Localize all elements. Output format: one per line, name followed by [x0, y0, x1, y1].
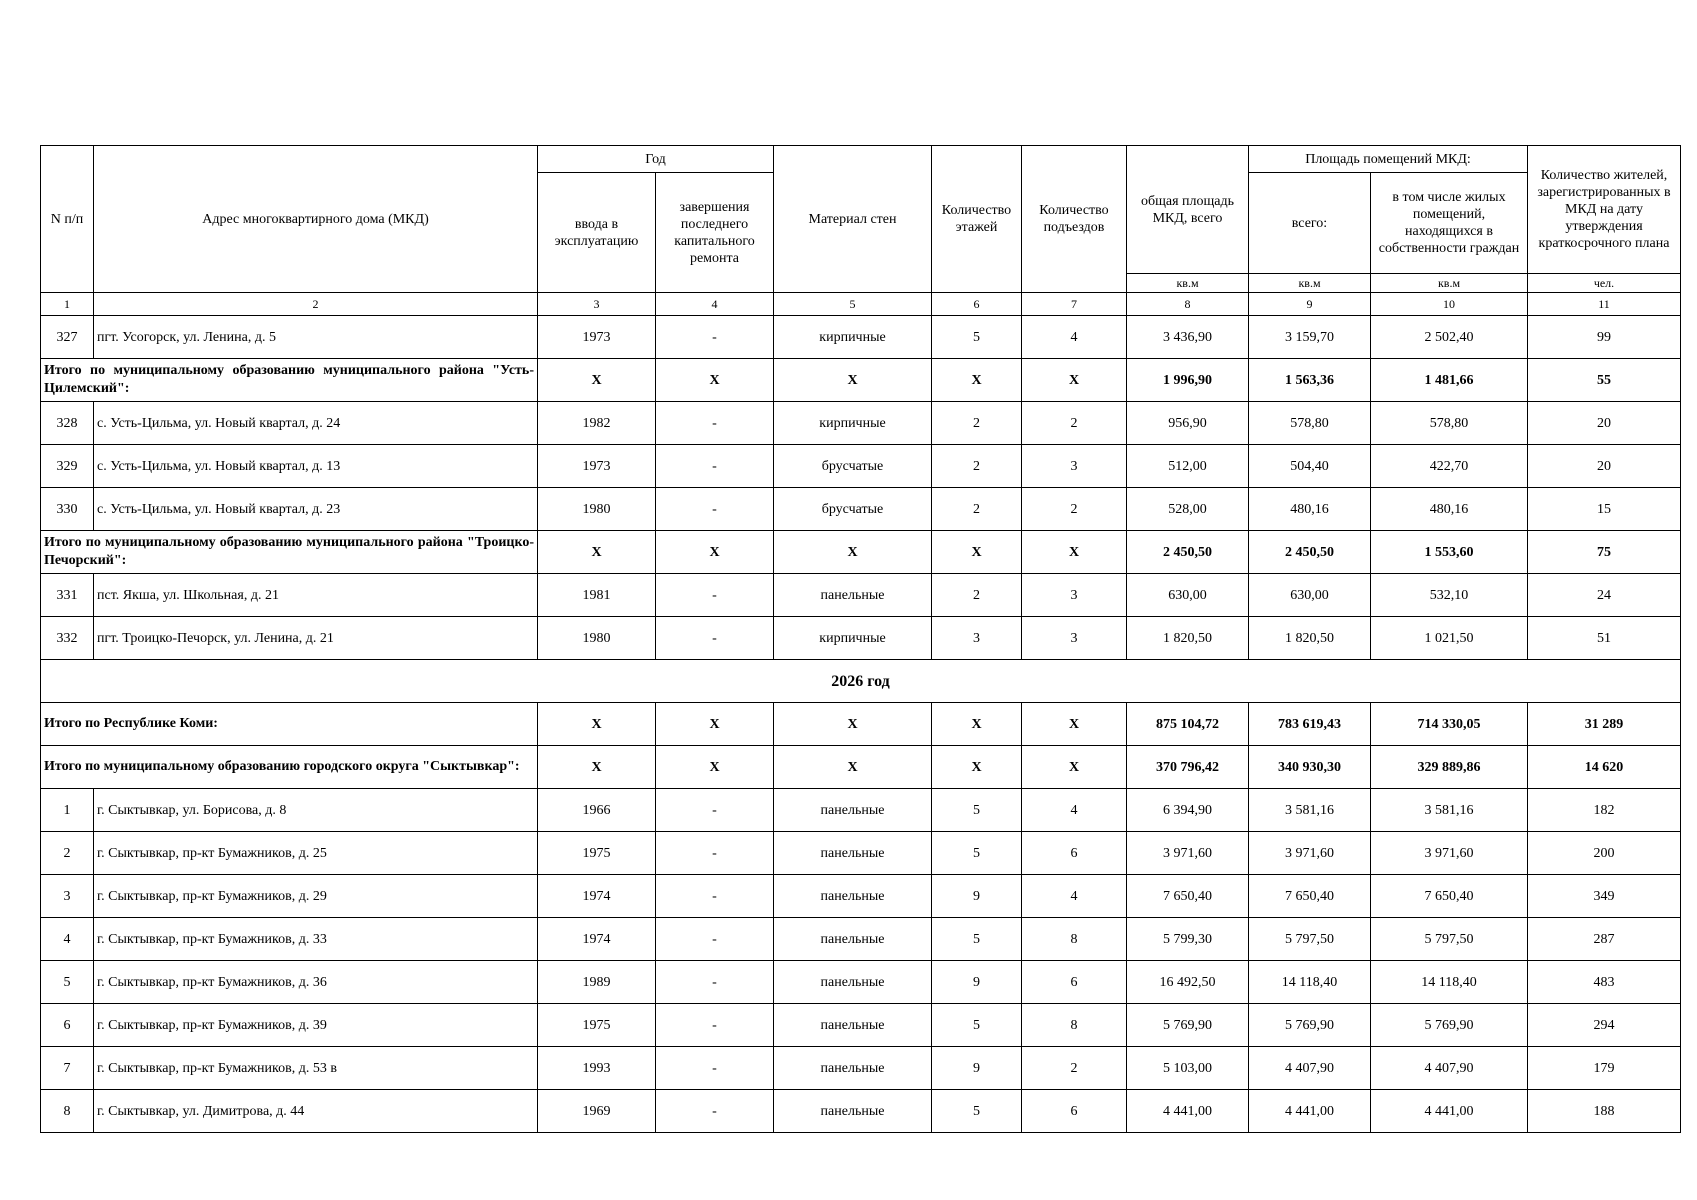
total-cell: X	[656, 531, 774, 574]
table-cell: 956,90	[1127, 402, 1249, 445]
table-cell: 1981	[538, 574, 656, 617]
table-cell: брусчатые	[774, 488, 932, 531]
table-cell: 6	[1022, 832, 1127, 875]
address-cell: с. Усть-Цильма, ул. Новый квартал, д. 23	[94, 488, 538, 531]
column-number: 3	[538, 293, 656, 316]
table-cell: 1 021,50	[1371, 617, 1528, 660]
total-cell: 714 330,05	[1371, 703, 1528, 746]
table-cell: 188	[1528, 1090, 1681, 1133]
total-cell: X	[656, 746, 774, 789]
table-cell: -	[656, 402, 774, 445]
column-number: 5	[774, 293, 932, 316]
table-cell: -	[656, 875, 774, 918]
address-cell: с. Усть-Цильма, ул. Новый квартал, д. 13	[94, 445, 538, 488]
total-cell: X	[538, 746, 656, 789]
column-number: 4	[656, 293, 774, 316]
table-cell: 5 797,50	[1249, 918, 1371, 961]
table-cell: 1974	[538, 918, 656, 961]
table-cell: 8	[1022, 918, 1127, 961]
unit-residents: чел.	[1528, 274, 1681, 293]
table-cell: 5 769,90	[1371, 1004, 1528, 1047]
table-row	[41, 488, 1681, 531]
column-number: 11	[1528, 293, 1681, 316]
table-cell: 2	[932, 574, 1022, 617]
column-number: 9	[1249, 293, 1371, 316]
table-cell: 6	[1022, 961, 1127, 1004]
table-cell: 3	[1022, 617, 1127, 660]
table-cell: 4 407,90	[1249, 1047, 1371, 1090]
column-number: 1	[41, 293, 94, 316]
table-cell: 512,00	[1127, 445, 1249, 488]
table-cell: 24	[1528, 574, 1681, 617]
table-cell: 4 441,00	[1371, 1090, 1528, 1133]
table-cell: 3 159,70	[1249, 316, 1371, 359]
table-body	[41, 316, 1681, 1133]
header-total-area: общая площадь МКД, всего	[1127, 146, 1249, 274]
table-cell: брусчатые	[774, 445, 932, 488]
address-cell: г. Сыктывкар, пр-кт Бумажников, д. 33	[94, 918, 538, 961]
total-cell: 783 619,43	[1249, 703, 1371, 746]
total-cell: X	[932, 359, 1022, 402]
table-cell: 4	[1022, 789, 1127, 832]
address-cell: г. Сыктывкар, ул. Димитрова, д. 44	[94, 1090, 538, 1133]
total-cell: X	[538, 703, 656, 746]
table-cell: 1993	[538, 1047, 656, 1090]
header-residents: Количество жителей, зарегистрированных в МКД на дату утверждения краткосрочного плана	[1528, 146, 1681, 274]
total-cell: X	[932, 703, 1022, 746]
table-row	[41, 617, 1681, 660]
year-section-label: 2026 год	[41, 660, 1681, 703]
address-cell: г. Сыктывкар, пр-кт Бумажников, д. 29	[94, 875, 538, 918]
table-cell: 480,16	[1249, 488, 1371, 531]
table-cell: 5 797,50	[1371, 918, 1528, 961]
table-cell: 3 581,16	[1249, 789, 1371, 832]
table-cell: 6	[1022, 1090, 1127, 1133]
column-number: 6	[932, 293, 1022, 316]
total-cell: 14 620	[1528, 746, 1681, 789]
table-cell: 3	[1022, 574, 1127, 617]
address-cell: г. Сыктывкар, пр-кт Бумажников, д. 39	[94, 1004, 538, 1047]
document-sheet	[40, 145, 1680, 1133]
total-label: Итого по муниципальному образованию муниципального района "Усть-Цилемский":	[41, 359, 538, 402]
table-cell: 20	[1528, 445, 1681, 488]
total-cell: 875 104,72	[1127, 703, 1249, 746]
total-label: Итого по Республике Коми:	[41, 703, 538, 746]
column-number-row	[41, 293, 1681, 316]
header-floors: Количество этажей	[932, 146, 1022, 293]
table-cell: 182	[1528, 789, 1681, 832]
table-cell: 5	[932, 1004, 1022, 1047]
total-cell: X	[1022, 746, 1127, 789]
table-cell: 3	[41, 875, 94, 918]
table-cell: 1980	[538, 488, 656, 531]
header-wall-material: Материал стен	[774, 146, 932, 293]
table-row	[41, 1047, 1681, 1090]
table-cell: 14 118,40	[1371, 961, 1528, 1004]
total-cell: X	[932, 746, 1022, 789]
table-cell: 1980	[538, 617, 656, 660]
total-cell: 55	[1528, 359, 1681, 402]
total-cell: 31 289	[1528, 703, 1681, 746]
total-cell: 2 450,50	[1127, 531, 1249, 574]
table-cell: 1969	[538, 1090, 656, 1133]
table-cell: 4	[1022, 316, 1127, 359]
table-cell: -	[656, 918, 774, 961]
total-label: Итого по муниципальному образованию городского округа "Сыктывкар":	[41, 746, 538, 789]
total-cell: X	[656, 703, 774, 746]
column-number: 10	[1371, 293, 1528, 316]
table-cell: -	[656, 961, 774, 1004]
total-cell: X	[1022, 531, 1127, 574]
total-row	[41, 531, 1681, 574]
table-row	[41, 316, 1681, 359]
total-cell: 1 996,90	[1127, 359, 1249, 402]
table-cell: 7 650,40	[1249, 875, 1371, 918]
table-cell: -	[656, 574, 774, 617]
table-cell: кирпичные	[774, 402, 932, 445]
table-cell: 179	[1528, 1047, 1681, 1090]
total-cell: X	[774, 359, 932, 402]
table-row	[41, 961, 1681, 1004]
table-cell: 2	[1022, 488, 1127, 531]
table-cell: 6 394,90	[1127, 789, 1249, 832]
table-cell: -	[656, 488, 774, 531]
column-number: 2	[94, 293, 538, 316]
table-row	[41, 402, 1681, 445]
table-cell: панельные	[774, 1090, 932, 1133]
table-row	[41, 875, 1681, 918]
table-row	[41, 1090, 1681, 1133]
total-cell: 1 481,66	[1371, 359, 1528, 402]
table-cell: 5	[932, 789, 1022, 832]
table-cell: 480,16	[1371, 488, 1528, 531]
table-cell: 329	[41, 445, 94, 488]
table-cell: 51	[1528, 617, 1681, 660]
table-cell: 1989	[538, 961, 656, 1004]
table-cell: 328	[41, 402, 94, 445]
table-cell: 20	[1528, 402, 1681, 445]
table-cell: 5	[41, 961, 94, 1004]
column-number: 7	[1022, 293, 1127, 316]
table-cell: 578,80	[1249, 402, 1371, 445]
table-cell: панельные	[774, 789, 932, 832]
table-cell: -	[656, 1004, 774, 1047]
table-cell: 287	[1528, 918, 1681, 961]
total-row	[41, 359, 1681, 402]
table-cell: 3 971,60	[1371, 832, 1528, 875]
table-cell: 5 799,30	[1127, 918, 1249, 961]
table-cell: -	[656, 1090, 774, 1133]
table-cell: 483	[1528, 961, 1681, 1004]
table-cell: 349	[1528, 875, 1681, 918]
total-cell: 75	[1528, 531, 1681, 574]
table-cell: 6	[41, 1004, 94, 1047]
table-cell: 2	[1022, 1047, 1127, 1090]
total-cell: X	[774, 746, 932, 789]
unit-area-private: кв.м	[1371, 274, 1528, 293]
table-cell: -	[656, 617, 774, 660]
table-cell: 9	[932, 961, 1022, 1004]
table-row	[41, 1004, 1681, 1047]
total-cell: X	[1022, 703, 1127, 746]
total-cell: 1 553,60	[1371, 531, 1528, 574]
total-cell: X	[774, 531, 932, 574]
table-cell: 3 436,90	[1127, 316, 1249, 359]
table-cell: 15	[1528, 488, 1681, 531]
table-row	[41, 574, 1681, 617]
table-row	[41, 918, 1681, 961]
table-cell: 8	[41, 1090, 94, 1133]
table-cell: кирпичные	[774, 316, 932, 359]
table-cell: 1975	[538, 832, 656, 875]
table-cell: 4	[41, 918, 94, 961]
table-cell: 7	[41, 1047, 94, 1090]
address-cell: пст. Якша, ул. Школьная, д. 21	[94, 574, 538, 617]
table-cell: 1973	[538, 316, 656, 359]
table-row	[41, 832, 1681, 875]
table-cell: 332	[41, 617, 94, 660]
header-area-group: Площадь помещений МКД:	[1249, 146, 1528, 173]
table-cell: 4 441,00	[1249, 1090, 1371, 1133]
header-entrances: Количество подъездов	[1022, 146, 1127, 293]
table-cell: 330	[41, 488, 94, 531]
table-cell: панельные	[774, 832, 932, 875]
total-cell: X	[538, 359, 656, 402]
table-cell: 9	[932, 875, 1022, 918]
table-cell: 1966	[538, 789, 656, 832]
address-cell: г. Сыктывкар, пр-кт Бумажников, д. 53 в	[94, 1047, 538, 1090]
header-year-commissioning: ввода в эксплуатацию	[538, 173, 656, 293]
table-cell: 2	[932, 488, 1022, 531]
housing-table	[40, 145, 1681, 1133]
table-cell: 3	[1022, 445, 1127, 488]
total-row	[41, 746, 1681, 789]
address-cell: г. Сыктывкар, пр-кт Бумажников, д. 25	[94, 832, 538, 875]
table-cell: 7 650,40	[1371, 875, 1528, 918]
table-cell: панельные	[774, 574, 932, 617]
table-cell: 4 407,90	[1371, 1047, 1528, 1090]
year-section-row	[41, 660, 1681, 703]
table-cell: 2	[932, 445, 1022, 488]
total-cell: X	[656, 359, 774, 402]
address-cell: г. Сыктывкар, ул. Борисова, д. 8	[94, 789, 538, 832]
total-cell: 1 563,36	[1249, 359, 1371, 402]
table-cell: панельные	[774, 1004, 932, 1047]
table-cell: 3 971,60	[1249, 832, 1371, 875]
table-cell: 327	[41, 316, 94, 359]
table-cell: 1	[41, 789, 94, 832]
table-cell: 1974	[538, 875, 656, 918]
header-area-private: в том числе жилых помещений, находящихся в собственности граждан	[1371, 173, 1528, 274]
total-cell: 329 889,86	[1371, 746, 1528, 789]
unit-total-area: кв.м	[1127, 274, 1249, 293]
table-cell: 528,00	[1127, 488, 1249, 531]
table-cell: 5 769,90	[1249, 1004, 1371, 1047]
total-cell: 2 450,50	[1249, 531, 1371, 574]
table-cell: 1975	[538, 1004, 656, 1047]
header-year-last-repair: завершения последнего капитального ремонта	[656, 173, 774, 293]
total-cell: X	[538, 531, 656, 574]
table-cell: 4	[1022, 875, 1127, 918]
table-cell: 630,00	[1127, 574, 1249, 617]
table-cell: 294	[1528, 1004, 1681, 1047]
table-cell: кирпичные	[774, 617, 932, 660]
table-cell: панельные	[774, 1047, 932, 1090]
table-cell: -	[656, 832, 774, 875]
table-cell: 5	[932, 918, 1022, 961]
table-cell: 1 820,50	[1127, 617, 1249, 660]
table-cell: 5	[932, 316, 1022, 359]
table-cell: 3	[932, 617, 1022, 660]
table-cell: 532,10	[1371, 574, 1528, 617]
table-cell: панельные	[774, 918, 932, 961]
table-cell: 504,40	[1249, 445, 1371, 488]
table-cell: -	[656, 445, 774, 488]
total-cell: 370 796,42	[1127, 746, 1249, 789]
table-cell: 7 650,40	[1127, 875, 1249, 918]
table-cell: 5	[932, 832, 1022, 875]
table-cell: 422,70	[1371, 445, 1528, 488]
header-area-all: всего:	[1249, 173, 1371, 274]
table-cell: 9	[932, 1047, 1022, 1090]
table-cell: 1 820,50	[1249, 617, 1371, 660]
header-year-group: Год	[538, 146, 774, 173]
total-cell: 340 930,30	[1249, 746, 1371, 789]
table-cell: 3 581,16	[1371, 789, 1528, 832]
table-cell: 5 769,90	[1127, 1004, 1249, 1047]
unit-area-all: кв.м	[1249, 274, 1371, 293]
address-cell: г. Сыктывкар, пр-кт Бумажников, д. 36	[94, 961, 538, 1004]
header-n: N п/п	[41, 146, 94, 293]
total-label: Итого по муниципальному образованию муниципального района "Троицко-Печорский":	[41, 531, 538, 574]
table-cell: 1973	[538, 445, 656, 488]
table-cell: 5	[932, 1090, 1022, 1133]
address-cell: пгт. Троицко-Печорск, ул. Ленина, д. 21	[94, 617, 538, 660]
table-cell: панельные	[774, 875, 932, 918]
table-cell: 2	[932, 402, 1022, 445]
total-cell: X	[774, 703, 932, 746]
table-cell: 200	[1528, 832, 1681, 875]
table-cell: панельные	[774, 961, 932, 1004]
table-cell: 8	[1022, 1004, 1127, 1047]
address-cell: пгт. Усогорск, ул. Ленина, д. 5	[94, 316, 538, 359]
table-cell: 16 492,50	[1127, 961, 1249, 1004]
column-number: 8	[1127, 293, 1249, 316]
table-cell: 2	[41, 832, 94, 875]
table-cell: -	[656, 1047, 774, 1090]
total-row	[41, 703, 1681, 746]
total-cell: X	[932, 531, 1022, 574]
table-cell: -	[656, 789, 774, 832]
table-cell: 630,00	[1249, 574, 1371, 617]
table-cell: 578,80	[1371, 402, 1528, 445]
table-cell: 4 441,00	[1127, 1090, 1249, 1133]
table-cell: 2	[1022, 402, 1127, 445]
table-row	[41, 445, 1681, 488]
table-cell: 5 103,00	[1127, 1047, 1249, 1090]
table-cell: -	[656, 316, 774, 359]
table-cell: 1982	[538, 402, 656, 445]
address-cell: с. Усть-Цильма, ул. Новый квартал, д. 24	[94, 402, 538, 445]
total-cell: X	[1022, 359, 1127, 402]
table-cell: 331	[41, 574, 94, 617]
table-cell: 99	[1528, 316, 1681, 359]
table-cell: 14 118,40	[1249, 961, 1371, 1004]
header-address: Адрес многоквартирного дома (МКД)	[94, 146, 538, 293]
table-cell: 3 971,60	[1127, 832, 1249, 875]
table-row	[41, 789, 1681, 832]
table-cell: 2 502,40	[1371, 316, 1528, 359]
